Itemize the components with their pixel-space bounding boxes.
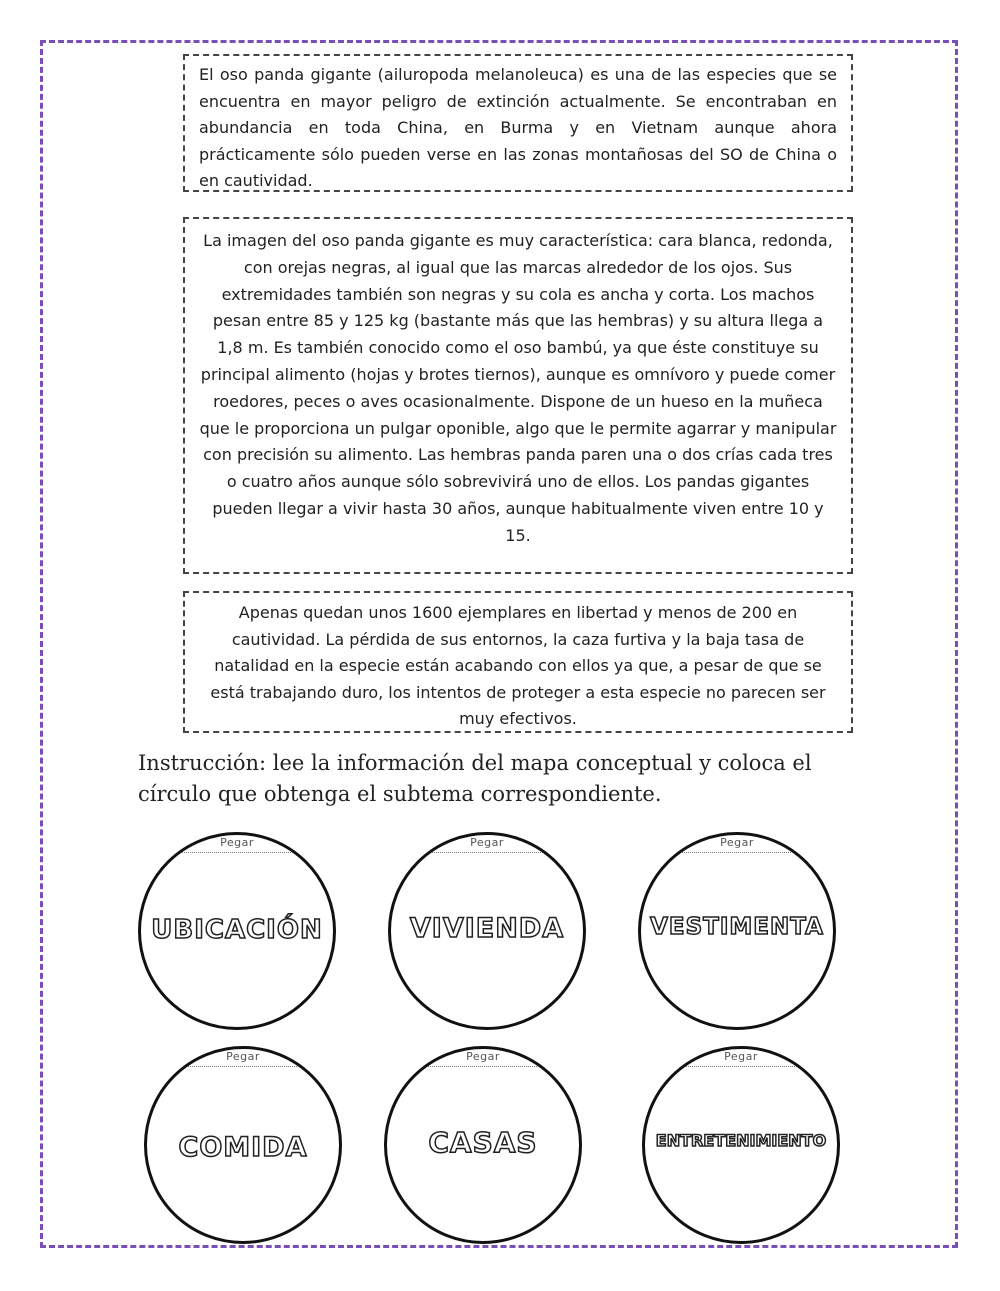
info-box-description xyxy=(183,217,853,574)
circle-label: VESTIMENTA xyxy=(650,914,824,940)
circle-label: COMIDA xyxy=(178,1132,308,1163)
instruction-text: Instrucción: lee la información del mapa conceptual y coloca el círculo que obtenga el subtema correspondiente. xyxy=(138,751,812,806)
paste-line xyxy=(147,1066,339,1067)
circle-label: ENTRETENIMIENTO xyxy=(655,1131,827,1150)
info-box-conservation xyxy=(183,591,853,733)
circle-label: CASAS xyxy=(428,1126,538,1159)
subtopic-circle-comida[interactable] xyxy=(144,1046,342,1244)
subtopic-circle-casas[interactable] xyxy=(384,1046,582,1244)
paste-line xyxy=(641,852,833,853)
paste-label: Pegar xyxy=(220,836,254,849)
paste-line xyxy=(645,1066,837,1067)
paste-line xyxy=(387,1066,579,1067)
subtopic-circle-vivienda[interactable] xyxy=(388,832,586,1030)
paste-label: Pegar xyxy=(720,836,754,849)
paste-label: Pegar xyxy=(724,1050,758,1063)
paste-label: Pegar xyxy=(466,1050,500,1063)
paste-label: Pegar xyxy=(470,836,504,849)
circle-label: UBICACIÓN xyxy=(151,915,323,945)
circle-label: VIVIENDA xyxy=(409,913,565,944)
info-box-location xyxy=(183,54,853,192)
paragraph-2: La imagen del oso panda gigante es muy característica: cara blanca, redonda, con orejas negras, al igual que las marcas alrededor de los ojos. Sus extremidades también son negras y su cola es ancha y corta. Los machos pesan entre 85 y 125 kg (bastante más que las hembras) y su altura llega a 1,8 m. Es también conocido como el oso bambú, ya que éste constituye su principal alimento (hojas y brotes tiernos), aunque es omnívoro y puede comer roedores, peces o aves ocasionalmente. Dispone de un hueso en la muñeca que le proporciona un pulgar oponible, algo que le permite agarrar y manipular con precisión su alimento. Las hembras panda paren una o dos crías cada tres o cuatro años aunque sólo sobrevivirá uno de ellos. Los pandas gigantes pueden llegar a vivir hasta 30 años, aunque habitualmente viven entre 10 y 15. xyxy=(199,231,837,545)
paste-line xyxy=(391,852,583,853)
subtopic-circle-ubicacion[interactable] xyxy=(138,832,336,1030)
paragraph-1: El oso panda gigante (ailuropoda melanoleuca) es una de las especies que se encuentra en mayor peligro de extinción actualmente. Se encontraban en abundancia en toda China, en Burma y en Vietnam aunque ahora prácticamente sólo pueden verse en las zonas montañosas del SO de China o en cautividad. xyxy=(199,65,837,190)
paste-line xyxy=(141,852,333,853)
subtopic-circle-vestimenta[interactable] xyxy=(638,832,836,1030)
subtopic-circle-entretenimiento[interactable] xyxy=(642,1046,840,1244)
paste-label: Pegar xyxy=(226,1050,260,1063)
paragraph-3: Apenas quedan unos 1600 ejemplares en libertad y menos de 200 en cautividad. La pérdida de sus entornos, la caza furtiva y la baja tasa de natalidad en la especie están acabando con ellos ya que, a pesar de que se está trabajando duro, los intentos de proteger a esta especie no parecen ser muy efectivos. xyxy=(210,603,826,729)
